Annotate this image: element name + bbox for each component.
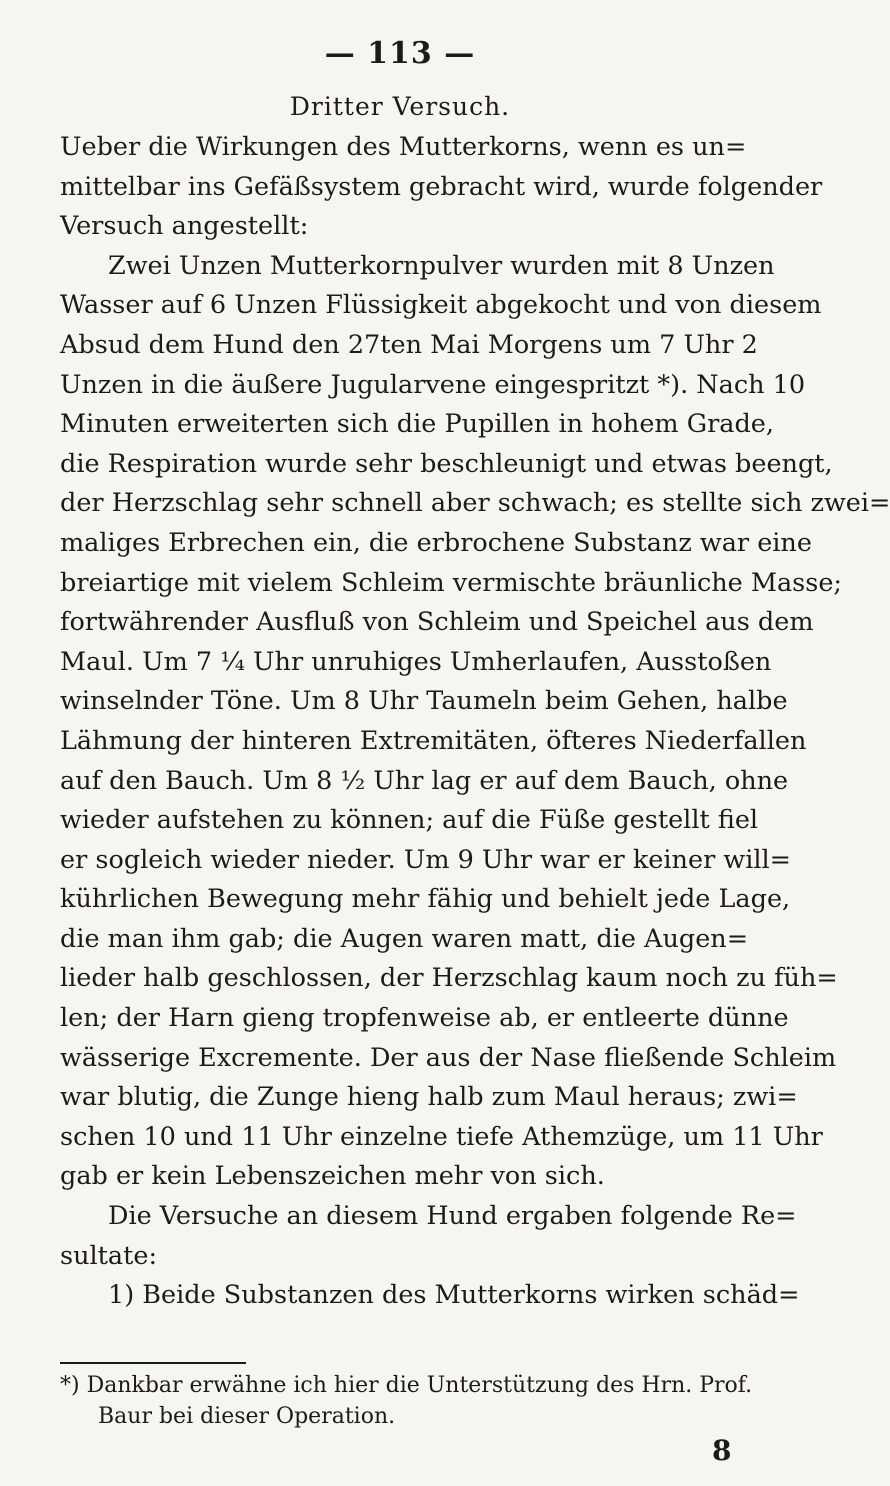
text-line: Die Versuche an diesem Hund ergaben folgende Re= — [108, 1201, 797, 1232]
text-line: mittelbar ins Gefäßsystem gebracht wird, wurde folgender — [60, 171, 823, 202]
text-line: lieder halb geschlossen, der Herzschlag kaum noch zu füh= — [60, 963, 838, 994]
text-line: Ueber die Wirkungen des Mutterkorns, wenn es un= — [60, 132, 747, 162]
footnote-line: *) Dankbar erwähne ich hier die Unterstützung des Hrn. Prof. — [60, 1373, 753, 1398]
text-line: auf den Bauch. Um 8 ½ Uhr lag er auf dem Bauch, ohne — [60, 765, 789, 796]
text-line: winselnder Töne. Um 8 Uhr Taumeln beim Gehen, halbe — [60, 686, 788, 717]
text-line: Unzen in die äußere Jugularvene eingespritzt *). Nach 10 — [60, 369, 806, 400]
text-line: Wasser auf 6 Unzen Flüssigkeit abgekocht und von diesem — [60, 290, 822, 321]
text-line: fortwährender Ausfluß von Schleim und Speichel aus dem — [60, 607, 814, 638]
text-line: wässerige Excremente. Der aus der Nase fließende Schleim — [60, 1042, 837, 1073]
text-line: Versuch angestellt: — [60, 211, 309, 242]
text-line: schen 10 und 11 Uhr einzelne tiefe Athemzüge, um 11 Uhr — [60, 1121, 823, 1152]
text-line: wieder aufstehen zu können; auf die Füße gestellt fiel — [60, 805, 759, 836]
signature-mark: 8 — [712, 1434, 732, 1467]
text-line: kührlichen Bewegung mehr fähig und behielt jede Lage, — [60, 884, 791, 915]
text-line: Minuten erweiterten sich die Pupillen in hohem Grade, — [60, 409, 774, 440]
text-line: maliges Erbrechen ein, die erbrochene Substanz war eine — [60, 527, 812, 558]
body-text — [60, 128, 890, 1316]
text-line: war blutig, die Zunge hieng halb zum Maul heraus; zwi= — [60, 1082, 798, 1113]
text-line: Maul. Um 7 ¼ Uhr unruhiges Umherlaufen, Ausstoßen — [60, 646, 772, 677]
text-line: die Respiration wurde sehr beschleunigt und etwas beengt, — [60, 448, 833, 479]
text-line: die man ihm gab; die Augen waren matt, die Augen= — [60, 923, 749, 954]
text-line: der Herzschlag sehr schnell aber schwach; es stellte sich zwei= — [60, 488, 890, 519]
text-line: gab er kein Lebenszeichen mehr von sich. — [60, 1161, 605, 1192]
footnote-line: Baur bei dieser Operation. — [98, 1404, 396, 1429]
page-number: — 113 — — [324, 36, 476, 71]
text-line: Absud dem Hund den 27ten Mai Morgens um 7 Uhr 2 — [60, 329, 758, 360]
text-line: Lähmung der hinteren Extremitäten, öfteres Niederfallen — [60, 725, 807, 756]
text-line: Zwei Unzen Mutterkornpulver wurden mit 8 Unzen — [108, 250, 775, 281]
text-line: er sogleich wieder nieder. Um 9 Uhr war er keiner will= — [60, 844, 792, 875]
text-line: 1) Beide Substanzen des Mutterkorns wirken schäd= — [108, 1280, 800, 1311]
footnote-divider — [60, 1362, 246, 1364]
text-line: breiartige mit vielem Schleim vermischte bräunliche Masse; — [60, 567, 843, 598]
text-line: sultate: — [60, 1240, 158, 1271]
section-title: Dritter Versuch. — [289, 92, 511, 121]
footnote — [60, 1370, 752, 1432]
text-line: len; der Harn gieng tropfenweise ab, er entleerte dünne — [60, 1003, 789, 1034]
